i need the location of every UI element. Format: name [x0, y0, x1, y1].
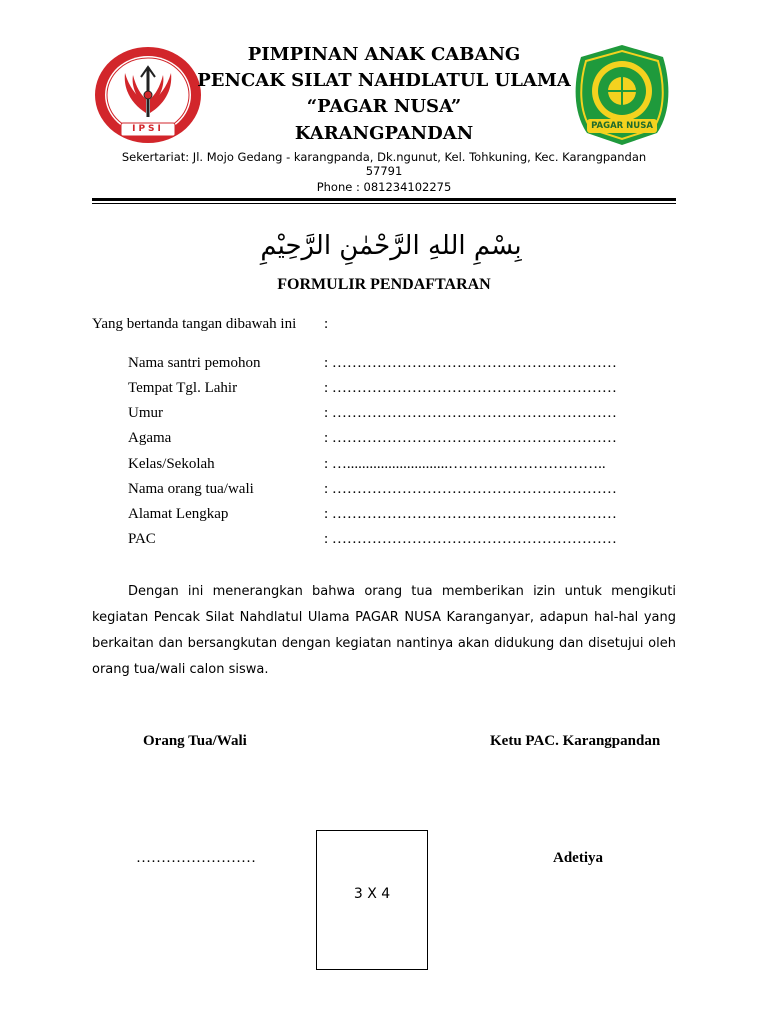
field-value-pac: : ………………………………………………… [324, 531, 617, 547]
intro-colon: : [324, 316, 329, 332]
field-label-kelas-sekolah: Kelas/Sekolah [128, 456, 215, 472]
field-label-alamat: Alamat Lengkap [128, 506, 229, 522]
phone-line: Phone : 081234102275 [316, 180, 452, 194]
basmala-calligraphy: بِسْمِ اللهِ الرَّحْمٰنِ الرَّحِيْمِ [260, 231, 522, 261]
field-label-nama-santri: Nama santri pemohon [128, 355, 261, 371]
header-line-2: PENCAK SILAT NAHDLATUL ULAMA [197, 70, 571, 91]
header-line-3: “PAGAR NUSA” [306, 96, 462, 117]
ipsi-banner-text: IPSI [132, 124, 164, 134]
field-value-umur: : ………………………………………………… [324, 405, 617, 421]
signature-title-chair: Ketu PAC. Karangpandan [490, 733, 661, 749]
pagar-nusa-banner-text: PAGAR NUSA [591, 121, 653, 131]
field-value-alamat: : ………………………………………………… [324, 506, 617, 522]
header-line-4: KARANGPANDAN [294, 123, 474, 144]
field-value-agama: : ………………………………………………… [324, 430, 617, 446]
signature-title-parent: Orang Tua/Wali [143, 733, 247, 749]
intro-text: Yang bertanda tangan dibawah ini [92, 316, 297, 332]
field-label-nama-orang-tua: Nama orang tua/wali [128, 481, 254, 497]
field-label-pac: PAC [128, 531, 156, 547]
header-divider-thin [92, 203, 676, 204]
photo-size-label: 3 X 4 [353, 886, 391, 902]
field-label-umur: Umur [128, 405, 163, 421]
form-title: FORMULIR PENDAFTARAN [277, 276, 491, 293]
field-label-tempat-tgl-lahir: Tempat Tgl. Lahir [128, 380, 238, 396]
signature-name-chair: Adetiya [553, 850, 603, 866]
field-value-kelas-sekolah: : …...........................………………………….. [324, 456, 606, 472]
header-line-1: PIMPINAN ANAK CABANG [247, 44, 521, 65]
field-value-tempat-tgl-lahir: : ………………………………………………… [324, 380, 617, 396]
consent-paragraph: Dengan ini menerangkan bahwa orang tua memberikan izin untuk mengikuti kegiatan Pencak Silat Nahdlatul Ulama PAGAR NUSA Karanganyar, adapun hal-hal yang berkaitan dan bersangkutan dengan kegiatan nantinya akan didukung dan disetujui oleh orang tua/wali calon siswa. [92, 584, 676, 677]
field-value-nama-orang-tua: : ………………………………………………… [324, 481, 617, 497]
signature-name-parent: …………………… [136, 850, 256, 866]
field-label-agama: Agama [128, 430, 172, 446]
postal-code: 57791 [365, 164, 403, 178]
field-value-nama-santri: : ………………………………………………… [324, 355, 617, 371]
address-line: Sekertariat: Jl. Mojo Gedang - karangpanda, Dk.ngunut, Kel. Tohkuning, Kec. Karangpandan [121, 150, 647, 164]
header-divider-thick [92, 198, 676, 201]
